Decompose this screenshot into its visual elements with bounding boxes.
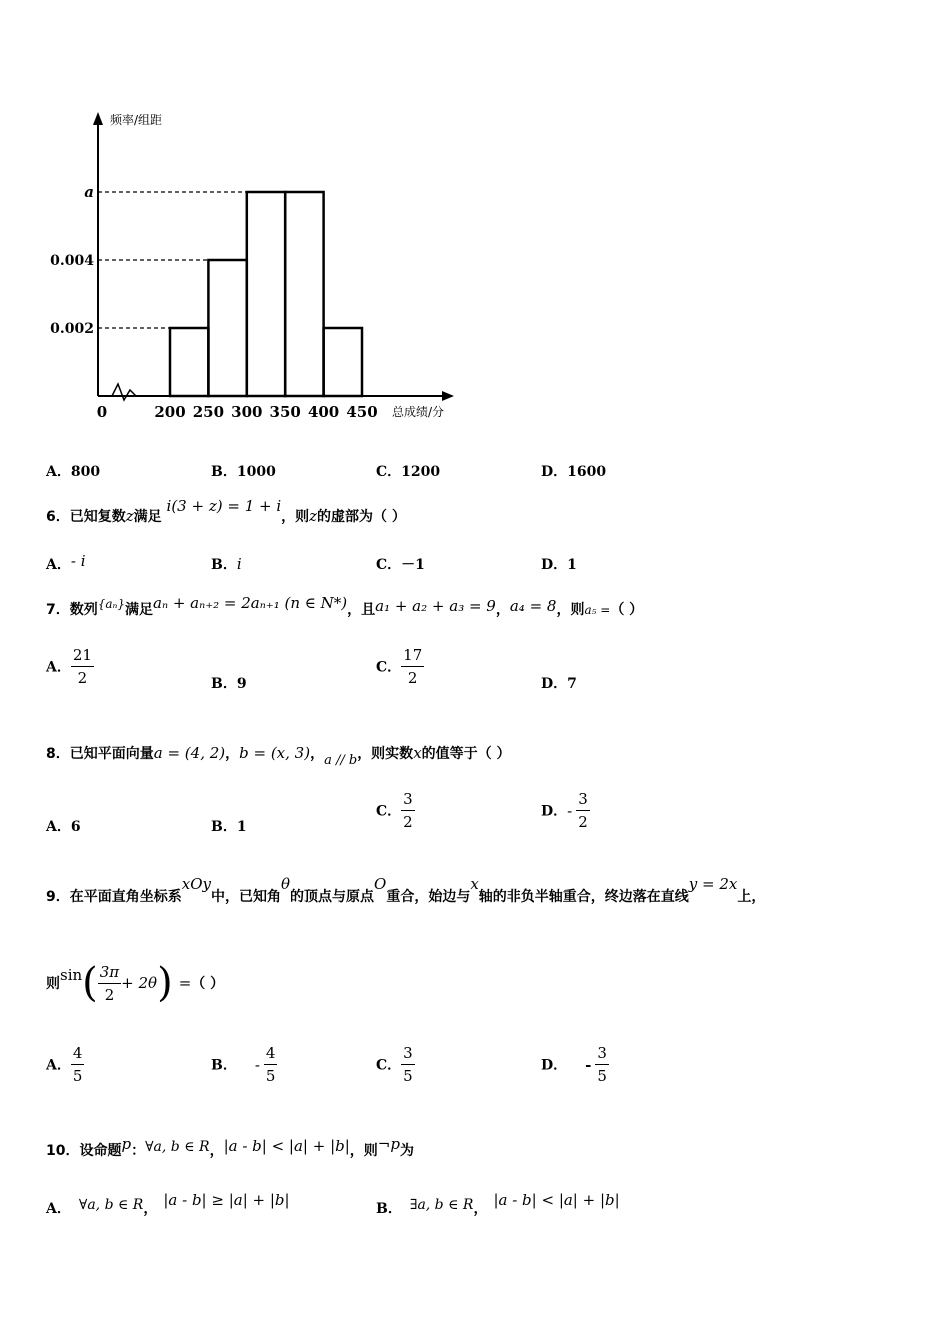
q7-option-c: C． $\frac{17}{2}$ — [376, 646, 423, 687]
q7-recurrence: aₙ + aₙ₊₂ = 2aₙ₊₁ (n ∈ N*) — [153, 594, 348, 612]
x-tick-label: 400 — [307, 403, 340, 421]
y-tick-label: 0.004 — [50, 253, 94, 269]
question-6: 6．已知复数z满足 i(3 + z) = 1 + i，则z的虚部为（ ） — [46, 497, 406, 525]
q6-number: 6． — [46, 509, 70, 525]
q7-option-b: B．9 — [211, 676, 247, 692]
q6-equation: i(3 + z) = 1 + i — [166, 497, 282, 515]
y-axis-arrow — [93, 112, 103, 125]
q8-vector-b: b = (x, 3) — [239, 744, 311, 762]
q7-option-a: A． $\frac{21}{2}$ — [46, 646, 92, 687]
q9-option-c: C． $\frac{3}{5}$ — [376, 1044, 413, 1085]
histogram-bar — [285, 192, 323, 396]
q10-option-a: A． ∀a, b ∈ R， |a - b| ≥ |a| + |b| — [46, 1191, 290, 1217]
q9-option-d: D． - $\frac{3}{5}$ — [541, 1044, 607, 1085]
x-tick-label: 0 — [96, 403, 108, 421]
q7-number: 7． — [46, 602, 70, 618]
question-9: 9．在平面直角坐标系xOy中，已知角θ的顶点与原点O重合，始边与x轴的非负半轴重合，终边落在直线y = 2x上， — [46, 875, 766, 905]
q10-inequality: |a - b| < |a| + |b| — [223, 1137, 350, 1155]
x-tick-label: 300 — [231, 403, 263, 421]
histogram-bar — [208, 260, 246, 396]
histogram-bar — [324, 328, 362, 396]
q8-vector-a: a = (4, 2) — [153, 744, 226, 762]
histogram-bar — [247, 192, 285, 396]
q6-option-c: C．－1 — [376, 557, 425, 573]
q6-option-b: B．i — [211, 555, 242, 573]
axis-break — [100, 384, 144, 400]
x-tick-label: 200 — [154, 403, 186, 421]
q5-option-c: C．1200 — [376, 464, 441, 480]
q9-number: 9． — [46, 889, 70, 905]
histogram-bar — [170, 328, 208, 396]
q6-option-d: D．1 — [541, 557, 577, 573]
question-10: 10．设命题p：∀a, b ∈ R，|a - b| < |a| + |b|，则¬p为 — [46, 1135, 414, 1159]
x-axis-label: 总成绩/分 — [392, 405, 445, 419]
q10-option-b: B． ∃a, b ∈ R， |a - b| < |a| + |b| — [376, 1191, 620, 1217]
q5-option-d: D．1600 — [541, 464, 607, 480]
y-tick-label: 0.002 — [50, 321, 94, 337]
q6-option-a: A．- i — [46, 552, 86, 573]
question-9-cont: 则sin( $\frac{3\pi}{2}$ + 2θ) =（ ） — [46, 960, 225, 1006]
x-axis-arrow — [442, 391, 454, 401]
q5-option-a: A．800 — [46, 464, 101, 480]
question-7: 7．数列{aₙ}满足aₙ + aₙ₊₂ = 2aₙ₊₁ (n ∈ N*)，且a₁ + a₂ + a₃ = 9，a₄ = 8，则a₅ =（ ） — [46, 594, 644, 618]
q8-option-c: C． $\frac{3}{2}$ — [376, 790, 413, 831]
q8-option-b: B．1 — [211, 819, 247, 835]
y-axis-label: 频率/组距 — [110, 113, 163, 127]
q8-number: 8． — [46, 746, 70, 762]
q8-option-a: A．6 — [46, 819, 81, 835]
x-tick-label: 450 — [346, 403, 378, 421]
q10-number: 10． — [46, 1143, 80, 1159]
q7-option-d: D．7 — [541, 676, 577, 692]
histogram-chart — [40, 100, 480, 430]
q9-option-b: B． - $\frac{4}{5}$ — [211, 1044, 276, 1085]
y-tick-label: a — [84, 183, 94, 201]
q9-line: y = 2x — [688, 875, 738, 893]
q5-option-b: B．1000 — [211, 464, 276, 480]
q8-option-d: D．- $\frac{3}{2}$ — [541, 790, 588, 831]
question-8: 8．已知平面向量a = (4, 2)，b = (x, 3)，a // b，则实数x的值等于（ ） — [46, 744, 511, 768]
x-tick-label: 250 — [192, 403, 225, 421]
q9-option-a: A． $\frac{4}{5}$ — [46, 1044, 83, 1085]
x-tick-label: 350 — [269, 403, 301, 421]
